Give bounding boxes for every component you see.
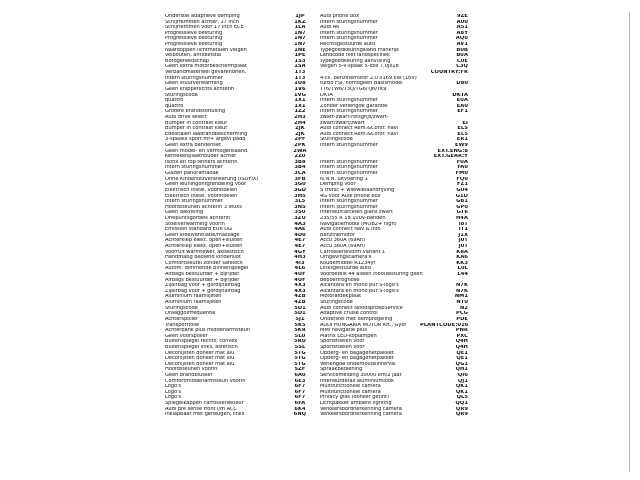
option-description: Audi drive select	[165, 114, 207, 120]
option-description: Privacy glas (donker getint)	[320, 395, 389, 401]
option-description: Intern sturingsnummer	[320, 19, 378, 25]
option-code: J0T	[458, 238, 468, 244]
option-description: Multifunctionele camera	[320, 389, 381, 395]
option-code: 5D1	[294, 311, 306, 317]
option-description: Geen extra bandenset	[165, 143, 221, 149]
option-code: 3CA	[294, 171, 306, 177]
option-description: Audi A6	[320, 25, 340, 31]
option-code: 3B8	[294, 159, 306, 165]
option-code: KA6	[456, 255, 468, 261]
option-code: 5K5	[294, 322, 306, 328]
option-description: beboetfrognose	[320, 277, 360, 283]
option-description: Airbags bestuurder + bijrijder	[165, 272, 240, 278]
option-description: Decorlijsten donker mat alu	[165, 361, 235, 367]
option-description: Verlengde onderhoudsinterval	[320, 361, 396, 367]
option-description: Carrosserievorm variant 1	[320, 249, 386, 255]
option-description: Intern sturingsnummer	[320, 36, 378, 42]
option-code: PCG	[456, 311, 468, 317]
option-description: Achterklep elekt. open+sluiten	[165, 243, 243, 249]
option-code: 3S0	[294, 210, 306, 216]
option-description: Decorlijsten donker mat alu	[165, 356, 235, 362]
option-description: Opberg- en bagagenetpakket	[320, 356, 394, 362]
option-description: Achterspoiler	[165, 316, 199, 322]
option-description: Linksgestuurde auto	[320, 266, 372, 272]
option-description: Alcantara en mono pur S-logo's	[320, 288, 399, 294]
option-description: Accu 360A (69Ah)	[320, 243, 366, 249]
option-code: K8A	[456, 249, 468, 255]
option-description: Zijairbag voor + gordijnairbag	[165, 288, 241, 294]
option-code: 6K4	[294, 406, 306, 412]
option-code: 3NS	[294, 204, 306, 210]
option-code: 1X1	[294, 103, 306, 109]
option-code: 3H5	[294, 193, 306, 199]
option-code: H4A	[455, 215, 468, 221]
option-description: quattro	[165, 98, 184, 104]
option-code: 3FB	[294, 176, 306, 182]
option-code: EXT.ENG:8	[437, 148, 468, 154]
option-description: Velgen 5-V-spaak 5-dos 7,0Jx18	[320, 64, 399, 70]
option-description: Intern sturingsnummer	[320, 30, 378, 36]
option-description: Verkeersbordherkenning camera	[320, 406, 402, 412]
option-description: Buitenspiegel links, asferisch	[165, 344, 238, 350]
option-code: 2JK	[295, 126, 305, 132]
option-code: 4X3	[294, 283, 306, 289]
option-description: Geen dakreling	[165, 210, 204, 216]
option-code: C0E	[456, 58, 468, 64]
option-code: 4GY	[294, 249, 306, 255]
option-description: zwart/zwart/zwart	[320, 120, 365, 126]
option-code: EA0	[456, 103, 468, 109]
option-description: Handmatig bediend kinderslot	[165, 255, 241, 261]
option-code: G1D	[455, 193, 468, 199]
option-code: 6FA	[294, 401, 306, 407]
option-description: Intern sturingsnummer	[165, 199, 223, 205]
option-description: Audi pre sense front l/m ACC	[165, 406, 237, 412]
option-description: 4G voor Audi phone box	[320, 193, 381, 199]
option-code: EF1	[457, 109, 468, 115]
option-description: Benzinemotor	[320, 232, 355, 238]
option-description: Accu 360A (69Ah)	[320, 238, 366, 244]
option-code: QG1	[455, 361, 468, 367]
option-description: Voorruit warmtewer. akoestisch	[165, 249, 244, 255]
option-description: Geen stuurverwarming	[165, 81, 223, 87]
option-code: NM1	[454, 294, 468, 300]
option-code: 4L6	[294, 266, 306, 272]
option-code: QE1	[456, 350, 468, 356]
option-description: Sturingscode	[320, 137, 353, 143]
option-description: Geen stoelventilatie/massage	[165, 232, 240, 238]
option-description: Ohne Kindersitzverankerung (ISOFIX)	[165, 176, 259, 182]
option-description: Aluminium raamlijsten	[165, 294, 222, 300]
option-row	[318, 412, 468, 418]
option-code: COUNTRY:FR	[430, 70, 468, 76]
option-code: QK1	[455, 384, 468, 390]
option-code: 5TG	[294, 356, 306, 362]
option-description: Schijfremmen voor 17 inch ECE	[165, 25, 244, 31]
option-description: Lichtpakket ambient lighting	[320, 401, 392, 407]
option-description: TT6/TW6/T3Q/TG6/TJ6/TK9	[320, 86, 387, 92]
option-code: N7K	[455, 283, 468, 289]
option-code: B0A	[456, 53, 468, 59]
option-description: Onderstel adaptieve demping	[165, 14, 240, 19]
option-code: NT0	[456, 300, 468, 306]
option-code: J1X	[458, 232, 468, 238]
option-code: 5KR	[294, 328, 306, 334]
option-code: 1N7	[294, 42, 306, 48]
option-description: Bumper in contrast kleur	[165, 126, 228, 132]
option-code: 4AE	[294, 227, 306, 233]
option-code: AQ0	[455, 36, 468, 42]
option-code: 1N7	[294, 30, 306, 36]
option-description: Intern sturingsnummer	[320, 165, 378, 171]
option-description: Driepuntsgordels achterin	[165, 215, 231, 221]
option-description: Velbouten, antidiefstal	[165, 53, 222, 59]
option-code: 6NQ	[293, 412, 307, 418]
option-description: Verkeersbordherkenning camera	[320, 412, 402, 418]
option-description: Koudemiddel R1234yf	[320, 260, 376, 266]
option-description: Intern sturingsnummer	[165, 165, 223, 171]
option-code: QR9	[455, 412, 468, 418]
option-code: KK3	[456, 260, 468, 266]
option-description: Matrix LED-koplampen	[320, 333, 377, 339]
option-description: Progressieve besturing	[165, 36, 223, 42]
option-description: Rechtsgestuurde auto	[320, 42, 376, 48]
option-code: EL5	[457, 131, 468, 137]
option-description: Verbandmaterieel gevarendrieh.	[165, 70, 247, 76]
option-code: 1KZ	[294, 19, 306, 25]
option-description: Naafdoppen lichtmetalen velgen	[165, 47, 247, 53]
option-code: 4E7	[294, 243, 306, 249]
option-description: Intern sturingsnummer	[320, 159, 378, 165]
option-code: 1U8	[294, 81, 306, 87]
option-description: Logo's	[165, 395, 181, 401]
option-description: Servicemelding 30000 km/2 jaar	[320, 373, 402, 378]
option-code: PLANTCODE:016	[420, 322, 468, 328]
option-code: N2	[459, 305, 468, 311]
option-description: Audi phone box	[320, 14, 360, 19]
option-code: 1N7	[294, 36, 306, 42]
option-description: Geen knipperlichts achterin	[165, 86, 235, 92]
option-description: Sportstoelen voor	[320, 344, 365, 350]
option-description: 4-cil. benzinemotor 2,0 l/169 kW (16V)	[320, 75, 417, 81]
option-code: IT1	[458, 227, 468, 233]
option-description: Progressieve besturing	[165, 42, 223, 48]
option-description: Bumper in contrast kleur	[165, 120, 228, 126]
option-code: F0A	[456, 159, 468, 165]
option-description: Audi connect Nav & Info	[320, 227, 381, 233]
option-description: Bordgereedschap	[165, 58, 209, 64]
option-description: Adaptive cruise control	[320, 311, 378, 317]
option-code: 4ZB	[294, 294, 306, 300]
option-code: GP0	[456, 204, 468, 210]
option-code: J0T	[458, 243, 468, 249]
option-description: 235/55 R 18 100V-banden	[320, 215, 386, 221]
option-code: C3Q	[456, 64, 468, 70]
option-description: Logo's	[165, 389, 181, 395]
option-description: Typegoedkeuringsland Frankrijk	[320, 47, 400, 53]
option-description: Sturingscode	[165, 305, 198, 311]
option-code: QL5	[456, 395, 468, 401]
option-description: Sturingscode	[165, 92, 198, 98]
option-code: EI	[462, 120, 468, 126]
option-code: A00	[456, 19, 468, 25]
option-code: 1T3	[294, 70, 306, 76]
option-description: N.N.N. uitvoering 1	[320, 176, 368, 182]
option-code: GB1	[456, 199, 468, 205]
option-code: 4A3	[294, 221, 306, 227]
option-description: Progressieve besturing	[165, 30, 223, 36]
page-edge-divider	[629, 12, 630, 472]
option-code: 2JK	[295, 131, 305, 137]
option-code: EW9	[455, 143, 468, 149]
option-description: Geen brandblusser	[165, 373, 213, 378]
option-code: B0B	[456, 47, 468, 53]
option-code: 1NE	[294, 47, 306, 53]
option-description: Schijfremmen achter, 17 inch	[165, 19, 239, 25]
option-code: QJ1	[457, 378, 468, 384]
option-code: 2Z0	[294, 154, 306, 160]
option-row	[0, 412, 318, 418]
option-code: PNR	[455, 328, 468, 334]
option-code: 4E7	[294, 238, 306, 244]
option-code: 6F7	[294, 395, 306, 401]
option-description: Intern sturingsnummer	[320, 171, 378, 177]
option-description: Intern sturingsnummer	[320, 98, 378, 104]
left-column-list	[0, 14, 318, 418]
option-code: I8T	[458, 221, 468, 227]
option-description: Achterbank plus middenarmsteun	[165, 328, 250, 334]
option-code: 1T3	[294, 75, 306, 81]
option-code: DKTA	[452, 92, 468, 98]
option-code: PXC	[456, 333, 468, 339]
option-description: Transportfolie	[165, 322, 200, 328]
option-description: Glazen panoramadak	[165, 171, 219, 177]
option-description: Geen model- en vermogensaand.	[165, 148, 249, 154]
option-description: Intern sturingsnummer	[320, 143, 378, 149]
option-code: 1PE	[294, 53, 306, 59]
right-column-list	[318, 14, 468, 418]
option-code: QI6	[457, 373, 468, 378]
option-description: Geen extra motorbeschermplaat	[165, 64, 247, 70]
option-code: 5SL	[294, 344, 306, 350]
option-code: EXT.GEAR:Y	[433, 154, 468, 160]
option-code: 3ZU	[294, 215, 306, 221]
option-description: Intern sturingsnummer	[320, 204, 378, 210]
option-description: Draaggolffrequentie	[165, 311, 216, 317]
option-code: 2PF	[294, 137, 306, 143]
option-description: Isofix en top tethers achterin	[165, 159, 238, 165]
option-code: FM0	[455, 171, 468, 177]
option-code: 5RU	[294, 339, 306, 345]
option-code: 5D1	[294, 305, 306, 311]
option-description: DKTA	[320, 92, 333, 98]
option-code: QE1	[456, 356, 468, 362]
option-description: Hoofdsteunen achterin 3 stuks	[165, 204, 242, 210]
option-code: QQ1	[455, 401, 468, 407]
option-code: 5L0	[294, 333, 306, 339]
option-description: Motorafdekplaat	[320, 294, 362, 300]
option-description: AUDI HUNGARIA MOTOR Kft., Gyor	[320, 322, 407, 328]
option-description: Interieurcarcelen glans zwart	[320, 210, 393, 216]
option-code: 6E3	[294, 378, 306, 384]
option-code: QR9	[455, 406, 468, 412]
option-description: Comfortsleutel zonder safelock	[165, 260, 243, 266]
option-code: A8Y	[456, 30, 468, 36]
option-code: L44	[457, 272, 468, 278]
option-code: 4UF	[294, 272, 306, 278]
option-description: Zonder verlengde garantie	[320, 103, 388, 109]
option-description: Intern sturingsnummer	[165, 75, 223, 81]
option-description: Grotere brandstoftulling	[165, 109, 226, 115]
option-description: Spraakbediening	[320, 367, 363, 373]
option-code: 1SA	[294, 64, 306, 70]
option-code: 1X1	[294, 98, 306, 104]
option-description: Audi connect NoodsproepService	[320, 305, 403, 311]
option-code: AV1	[456, 42, 468, 48]
option-code: 1V6	[294, 86, 306, 92]
option-description: Landcode niet landspecifiek	[320, 53, 390, 59]
option-description: 3-spaaks sport mf+ afgevl padd	[165, 137, 246, 143]
option-code: 5J1	[295, 316, 305, 322]
option-description: Zijairbag voor + gordijnairbag	[165, 283, 241, 289]
option-code: 4UF	[294, 277, 306, 283]
option-description: Spiegelkappen carrosseriekleur	[165, 401, 244, 407]
option-code: E0A	[456, 98, 468, 104]
option-code: G04	[456, 187, 468, 193]
option-code: 6F7	[294, 389, 306, 395]
option-description: Inklapbaar met geheugen, links	[165, 412, 245, 418]
option-code: N7K	[455, 288, 468, 294]
option-code: Q4H	[455, 344, 468, 350]
option-code: 4D0	[294, 232, 306, 238]
option-code: 3G0	[294, 182, 306, 188]
option-description: Geen leuningontgrendeling voor	[165, 182, 246, 188]
option-code: 4I3	[295, 260, 305, 266]
option-description: zwart-zwart-rotsgrijs/zwart-	[320, 114, 389, 120]
option-code: 1LA	[294, 25, 306, 31]
option-code: FQ0	[456, 176, 468, 182]
option-code: 2H3	[294, 114, 306, 120]
option-code: ER1	[456, 137, 468, 143]
option-description: Edelstalen laadrandbescherming	[165, 131, 248, 137]
option-description: Stoelverwarming voorin	[165, 221, 225, 227]
option-description: Decorlijsten donker mat alu	[165, 350, 235, 356]
option-description: Geen voorspoiler	[165, 333, 208, 339]
option-description: Emission standard EU6 DG	[165, 227, 232, 233]
option-description: Logo's	[165, 384, 181, 390]
option-code: 4X3	[294, 288, 306, 294]
option-description: Voorbereik 44 alleen inbouwsturing geen	[320, 272, 423, 278]
option-code: 3GD	[293, 187, 307, 193]
option-description: Opberg- en bagagenetpakket	[320, 350, 394, 356]
option-description: Demping vóór	[320, 182, 356, 188]
option-description: turbo FSI, homogeen Basismodel	[320, 81, 403, 87]
option-code: 5ZF	[294, 367, 306, 373]
option-description: Elektrisch instel. voorstoelen	[165, 187, 238, 193]
option-description: Autom. dimmende binnenspiegel	[165, 266, 249, 272]
option-code: FA0	[457, 165, 468, 171]
option-code: 2H4	[294, 120, 306, 126]
option-code: QH1	[455, 367, 468, 373]
option-description: Airbags bestuurder + bijrijder	[165, 277, 240, 283]
option-code: 2PK	[294, 143, 306, 149]
option-code: 5TG	[294, 361, 306, 367]
option-description: Audi connect Rem.&Contr. navi	[320, 126, 398, 132]
option-description: Audi connect Rem.&Contr. navi	[320, 131, 398, 137]
option-description: Typegoedkeuring aanvulling	[320, 58, 391, 64]
option-code: A51	[456, 25, 468, 31]
option-code: 6A0	[294, 373, 306, 378]
option-description: Interieurdetail aluminiumlook	[320, 378, 394, 384]
option-description: MMI navigatie plus	[320, 328, 367, 334]
option-code: 6F7	[294, 384, 306, 390]
option-code: GT6	[456, 210, 468, 216]
option-description: Multifunctionele camera	[320, 384, 381, 390]
option-code: 9ZE	[456, 14, 468, 19]
option-code: FZ1	[456, 182, 468, 188]
option-code: 4ZB	[294, 300, 306, 306]
option-description: Intern sturingsnummer	[320, 109, 378, 115]
option-description: Comfortmiddenarmsteun voorin	[165, 378, 246, 384]
option-code: L0L	[457, 266, 468, 272]
option-code: 1VG	[294, 92, 306, 98]
option-code: 1S3	[294, 58, 306, 64]
option-code: PDE	[456, 316, 468, 322]
option-description: Intern sturingsnummer	[320, 199, 378, 205]
option-code: 3L5	[294, 199, 306, 205]
option-description: quattro	[165, 103, 184, 109]
option-description: Sportstoelen voor	[320, 339, 365, 345]
option-code: 5TG	[294, 350, 306, 356]
option-code: 1Z2	[294, 109, 306, 115]
option-description: Sturingscode	[320, 300, 353, 306]
option-description: Hoofdsteunen voorin	[165, 367, 218, 373]
option-description: Achterklep elekt. open+sluiten	[165, 238, 243, 244]
option-code: 3B4	[294, 165, 306, 171]
option-description: Alcantara en mono pur S-logo's	[320, 283, 399, 289]
option-code: EL5	[457, 126, 468, 132]
option-code: 2WA	[293, 148, 307, 154]
option-description: Onderstel met dempregeling	[320, 316, 393, 322]
option-description: Aluminium raamlijsten	[165, 300, 222, 306]
option-description: Buitenspiegel rechts, convex	[165, 339, 238, 345]
option-code: QK1	[455, 389, 468, 395]
option-code: 1JP	[295, 14, 305, 19]
option-code: D80	[456, 81, 468, 87]
option-code: 4H3	[294, 255, 306, 261]
option-code: Q4H	[455, 339, 468, 345]
option-description: Kentekenplaathouder achter	[165, 154, 237, 160]
option-description: Omgevingscamera's	[320, 255, 372, 261]
option-description: S tronic + wielwielaandrijving	[320, 187, 395, 193]
option-description: Elektrisch instel. voorstoelen	[165, 193, 238, 199]
option-description: Navigatiemodul (MOB2+ high)	[320, 221, 397, 227]
